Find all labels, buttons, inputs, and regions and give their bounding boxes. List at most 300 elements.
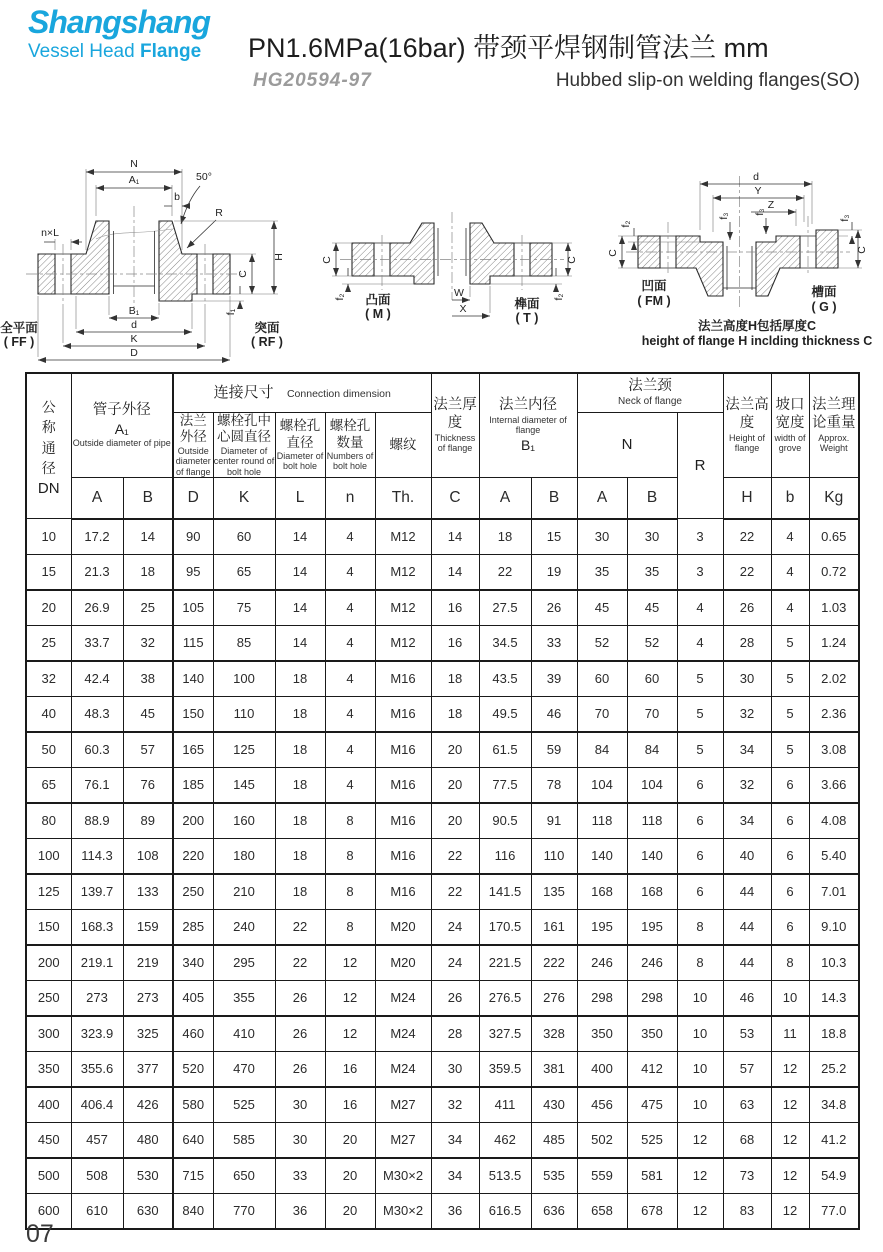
dim-label-k: K: [130, 333, 138, 345]
col-group-thickness: 法兰厚度 Thickness of flange: [431, 373, 479, 477]
page-number: 07: [26, 1220, 54, 1248]
table-cell: 475: [627, 1087, 677, 1123]
table-cell: 580: [173, 1087, 213, 1123]
table-cell: 412: [627, 1051, 677, 1087]
table-cell: 8: [771, 945, 809, 981]
table-cell: 250: [26, 980, 71, 1016]
table-row: [26, 1193, 859, 1229]
dim-label-nxl: n×L: [41, 227, 59, 239]
table-cell: 45: [577, 590, 627, 626]
table-cell: 26: [531, 590, 577, 626]
col-group-groove: 坡口宽度 width of grove: [771, 373, 809, 477]
table-row: [26, 874, 859, 910]
table-row: [26, 1087, 859, 1123]
table-cell: 33.7: [71, 625, 123, 661]
table-cell: 25.2: [809, 1051, 859, 1087]
table-cell: 22: [275, 945, 325, 981]
table-cell: 89: [123, 803, 173, 839]
table-cell: 10: [677, 1087, 723, 1123]
face-label-rf-code: ( RF ): [251, 335, 283, 349]
table-cell: 0.72: [809, 554, 859, 590]
table-cell: 32: [123, 625, 173, 661]
table-cell: 16: [325, 1087, 375, 1123]
table-cell: 60: [577, 661, 627, 697]
table-cell: 295: [213, 945, 275, 981]
table-cell: 161: [531, 909, 577, 945]
table-cell: 6: [771, 838, 809, 874]
table-cell: 14: [123, 519, 173, 555]
col-letter-na: A: [577, 477, 627, 519]
table-cell: 350: [627, 1016, 677, 1052]
table-cell: 20: [325, 1158, 375, 1194]
table-cell: 110: [531, 838, 577, 874]
face-label-g-zh: 槽面: [811, 285, 837, 299]
col-letter-a: A: [71, 477, 123, 519]
table-cell: 12: [771, 1087, 809, 1123]
table-row: [26, 1051, 859, 1087]
table-cell: 22: [723, 554, 771, 590]
table-cell: 44: [723, 945, 771, 981]
col-letter-n: n: [325, 477, 375, 519]
table-cell: 34: [723, 732, 771, 768]
table-cell: 470: [213, 1051, 275, 1087]
table-cell: 73: [723, 1158, 771, 1194]
table-cell: 160: [213, 803, 275, 839]
table-cell: 5: [771, 625, 809, 661]
table-cell: M12: [375, 625, 431, 661]
table-cell: 12: [325, 945, 375, 981]
table-cell: M27: [375, 1122, 431, 1158]
table-cell: 32: [26, 661, 71, 697]
table-cell: M12: [375, 554, 431, 590]
table-cell: 240: [213, 909, 275, 945]
table-row: [26, 661, 859, 697]
table-cell: 426: [123, 1087, 173, 1123]
table-cell: 78: [531, 767, 577, 803]
table-cell: 4: [771, 554, 809, 590]
table-cell: 20: [325, 1193, 375, 1229]
standard-number: HG20594-97: [253, 70, 372, 91]
dim-label-c: C: [237, 270, 249, 278]
table-cell: 5: [771, 696, 809, 732]
table-row: [26, 945, 859, 981]
table-cell: 95: [173, 554, 213, 590]
table-cell: 63: [723, 1087, 771, 1123]
table-cell: 8: [325, 838, 375, 874]
table-cell: M24: [375, 1051, 431, 1087]
col-letter-kg: Kg: [809, 477, 859, 519]
table-cell: 18: [275, 696, 325, 732]
table-cell: 480: [123, 1122, 173, 1158]
table-cell: 83: [723, 1193, 771, 1229]
table-cell: 10: [677, 1016, 723, 1052]
table-row: [26, 1016, 859, 1052]
table-cell: 770: [213, 1193, 275, 1229]
table-cell: 16: [325, 1051, 375, 1087]
table-row: [26, 1158, 859, 1194]
table-cell: 18: [479, 519, 531, 555]
col-letter-d: D: [173, 477, 213, 519]
col-letter-h: H: [723, 477, 771, 519]
table-cell: 22: [479, 554, 531, 590]
table-row: [26, 590, 859, 626]
table-cell: 16: [431, 625, 479, 661]
table-cell: 20: [431, 803, 479, 839]
table-cell: 18.8: [809, 1016, 859, 1052]
table-row: [26, 909, 859, 945]
table-cell: 10: [26, 519, 71, 555]
table-cell: 300: [26, 1016, 71, 1052]
table-cell: 20: [431, 732, 479, 768]
table-cell: 33: [275, 1158, 325, 1194]
table-cell: 12: [771, 1122, 809, 1158]
table-cell: 513.5: [479, 1158, 531, 1194]
table-cell: 323.9: [71, 1016, 123, 1052]
table-cell: 26: [723, 590, 771, 626]
table-cell: 1.24: [809, 625, 859, 661]
table-cell: 165: [173, 732, 213, 768]
table-cell: 10: [771, 980, 809, 1016]
logo-subtitle: Vessel Head Flange: [28, 40, 202, 62]
col-letter-b: B: [123, 477, 173, 519]
table-cell: 5: [677, 732, 723, 768]
table-cell: 30: [723, 661, 771, 697]
dim-label-d3: d: [753, 171, 759, 183]
table-cell: 145: [213, 767, 275, 803]
table-row: [26, 554, 859, 590]
table-cell: 400: [26, 1087, 71, 1123]
dim-label-x: X: [459, 303, 467, 315]
dim-label-c-left: C: [321, 256, 333, 264]
table-cell: 168: [627, 874, 677, 910]
table-cell: 12: [677, 1193, 723, 1229]
table-row: [26, 696, 859, 732]
table-cell: 18: [431, 661, 479, 697]
table-cell: 2.02: [809, 661, 859, 697]
table-cell: 220: [173, 838, 213, 874]
table-cell: 12: [325, 980, 375, 1016]
table-row: [26, 1122, 859, 1158]
table-cell: 53: [723, 1016, 771, 1052]
dim-label-h: H: [273, 253, 285, 261]
table-cell: 141.5: [479, 874, 531, 910]
face-label-fm-code: ( FM ): [637, 294, 671, 308]
table-cell: 91: [531, 803, 577, 839]
table-cell: 5: [677, 661, 723, 697]
table-cell: 450: [26, 1122, 71, 1158]
table-cell: 100: [26, 838, 71, 874]
table-cell: 610: [71, 1193, 123, 1229]
table-row: [26, 732, 859, 768]
table-cell: 22: [723, 519, 771, 555]
table-cell: 18: [275, 803, 325, 839]
table-cell: 18: [275, 838, 325, 874]
company-logo: [28, 6, 210, 63]
table-row: [26, 625, 859, 661]
table-cell: 18: [123, 554, 173, 590]
table-cell: 50: [26, 732, 71, 768]
table-cell: M24: [375, 980, 431, 1016]
table-cell: 28: [431, 1016, 479, 1052]
col-header-thread: 螺纹: [375, 413, 431, 478]
table-cell: 12: [771, 1193, 809, 1229]
table-cell: 116: [479, 838, 531, 874]
table-cell: 27.5: [479, 590, 531, 626]
table-cell: 585: [213, 1122, 275, 1158]
dim-label-n: N: [130, 158, 138, 170]
col-header-bolt-count: 螺栓孔数量 Numbers of bolt hole: [325, 413, 375, 478]
col-header-neck-n: N: [577, 413, 677, 478]
table-cell: M16: [375, 838, 431, 874]
table-cell: 41.2: [809, 1122, 859, 1158]
table-cell: 2.36: [809, 696, 859, 732]
logo-brand: Shangshang: [28, 4, 211, 40]
table-cell: 200: [26, 945, 71, 981]
table-cell: 219.1: [71, 945, 123, 981]
table-cell: 34: [723, 803, 771, 839]
table-cell: 159: [123, 909, 173, 945]
table-cell: 139.7: [71, 874, 123, 910]
table-cell: 68: [723, 1122, 771, 1158]
dim-label-r: R: [215, 207, 223, 219]
table-cell: 411: [479, 1087, 531, 1123]
table-cell: 22: [431, 874, 479, 910]
table-cell: 32: [723, 767, 771, 803]
table-cell: 35: [627, 554, 677, 590]
table-cell: 4: [677, 625, 723, 661]
table-cell: 5.40: [809, 838, 859, 874]
drawing-caption-zh: 法兰高度H包括厚度C: [697, 319, 817, 333]
table-cell: 210: [213, 874, 275, 910]
table-cell: 616.5: [479, 1193, 531, 1229]
table-cell: 26: [275, 1051, 325, 1087]
dim-label-f3a: f₃: [718, 212, 730, 220]
table-cell: M12: [375, 519, 431, 555]
table-cell: 70: [577, 696, 627, 732]
table-cell: 140: [627, 838, 677, 874]
dim-label-angle: 50°: [196, 171, 212, 183]
table-cell: M12: [375, 590, 431, 626]
face-label-g-code: ( G ): [811, 300, 837, 314]
dim-label-c3-left: C: [607, 249, 619, 257]
table-cell: 4: [325, 767, 375, 803]
table-cell: 246: [627, 945, 677, 981]
table-cell: 60: [213, 519, 275, 555]
table-cell: 640: [173, 1122, 213, 1158]
table-cell: 85: [213, 625, 275, 661]
col-letter-k: K: [213, 477, 275, 519]
dim-label-f3c: f₃: [839, 214, 851, 222]
table-cell: 250: [173, 874, 213, 910]
table-cell: 115: [173, 625, 213, 661]
table-cell: 6: [771, 803, 809, 839]
table-cell: 105: [173, 590, 213, 626]
dim-label-c3-right: C: [856, 246, 868, 254]
drawing-caption-en: height of flange H inclding thickness C: [641, 334, 873, 348]
table-cell: 405: [173, 980, 213, 1016]
table-cell: 104: [577, 767, 627, 803]
table-cell: 108: [123, 838, 173, 874]
table-cell: 18: [275, 732, 325, 768]
table-cell: 381: [531, 1051, 577, 1087]
dim-label-f2-right: f₂: [553, 293, 565, 301]
table-cell: 18: [431, 696, 479, 732]
table-cell: 12: [771, 1158, 809, 1194]
table-cell: 90.5: [479, 803, 531, 839]
table-cell: 80: [26, 803, 71, 839]
page-subtitle-en: Hubbed slip-on welding flanges(SO): [555, 70, 860, 91]
table-row: [26, 838, 859, 874]
table-cell: 57: [723, 1051, 771, 1087]
table-cell: 34: [431, 1122, 479, 1158]
table-cell: 84: [577, 732, 627, 768]
table-cell: 525: [627, 1122, 677, 1158]
table-cell: 140: [173, 661, 213, 697]
table-cell: 60.3: [71, 732, 123, 768]
table-cell: 26: [275, 1016, 325, 1052]
table-cell: 125: [26, 874, 71, 910]
table-cell: 65: [213, 554, 275, 590]
dim-label-f1: f₁: [225, 308, 237, 316]
table-cell: 5: [677, 696, 723, 732]
col-letter-l: L: [275, 477, 325, 519]
table-cell: 20: [325, 1122, 375, 1158]
table-cell: 246: [577, 945, 627, 981]
table-cell: M27: [375, 1087, 431, 1123]
col-letter-nb: B: [627, 477, 677, 519]
table-cell: 0.65: [809, 519, 859, 555]
table-cell: 285: [173, 909, 213, 945]
table-cell: 52: [627, 625, 677, 661]
table-cell: M30×2: [375, 1158, 431, 1194]
table-cell: 14: [431, 519, 479, 555]
table-cell: M30×2: [375, 1193, 431, 1229]
table-cell: 28: [723, 625, 771, 661]
table-cell: 355: [213, 980, 275, 1016]
table-cell: 61.5: [479, 732, 531, 768]
table-cell: 60: [627, 661, 677, 697]
dim-label-dd: D: [130, 347, 138, 359]
table-cell: 400: [577, 1051, 627, 1087]
table-cell: 44: [723, 874, 771, 910]
table-cell: 6: [677, 767, 723, 803]
table-cell: 77.5: [479, 767, 531, 803]
table-cell: 6: [677, 874, 723, 910]
table-cell: 9.10: [809, 909, 859, 945]
table-cell: 3: [677, 554, 723, 590]
table-row: [26, 767, 859, 803]
table-cell: 200: [173, 803, 213, 839]
col-header-dn: 公称通径 DN: [26, 373, 71, 519]
table-cell: 40: [723, 838, 771, 874]
table-cell: M20: [375, 909, 431, 945]
drawing-ff-rf: [0, 158, 285, 360]
table-cell: 59: [531, 732, 577, 768]
table-cell: 4: [325, 519, 375, 555]
table-cell: 658: [577, 1193, 627, 1229]
table-cell: 581: [627, 1158, 677, 1194]
col-header-flange-od: 法兰外径 Outside diameter of flange: [173, 413, 213, 478]
table-cell: 170.5: [479, 909, 531, 945]
col-header-bolt-hole-dia: 螺栓孔直径 Diameter of bolt hole: [275, 413, 325, 478]
table-cell: 34: [431, 1158, 479, 1194]
table-cell: 22: [275, 909, 325, 945]
table-cell: 114.3: [71, 838, 123, 874]
table-cell: 12: [771, 1051, 809, 1087]
table-cell: 14.3: [809, 980, 859, 1016]
table-cell: 10: [677, 980, 723, 1016]
dim-label-f2-3left: f₂: [620, 220, 632, 228]
table-cell: 77.0: [809, 1193, 859, 1229]
table-cell: 36: [275, 1193, 325, 1229]
table-cell: 4: [325, 696, 375, 732]
table-cell: 276.5: [479, 980, 531, 1016]
table-cell: 125: [213, 732, 275, 768]
table-cell: 460: [173, 1016, 213, 1052]
table-cell: 457: [71, 1122, 123, 1158]
table-cell: 11: [771, 1016, 809, 1052]
table-cell: 14: [275, 625, 325, 661]
table-cell: 18: [275, 874, 325, 910]
table-cell: 88.9: [71, 803, 123, 839]
table-cell: 18: [275, 661, 325, 697]
table-cell: 6: [771, 767, 809, 803]
table-cell: 10: [677, 1051, 723, 1087]
table-cell: 30: [627, 519, 677, 555]
dim-label-d: d: [131, 319, 137, 331]
col-letter-b-groove: b: [771, 477, 809, 519]
table-cell: 221.5: [479, 945, 531, 981]
table-cell: 70: [627, 696, 677, 732]
table-cell: 273: [123, 980, 173, 1016]
table-cell: 377: [123, 1051, 173, 1087]
face-label-rf-zh: 突面: [254, 321, 280, 335]
table-cell: 110: [213, 696, 275, 732]
table-cell: 26: [275, 980, 325, 1016]
table-cell: 118: [627, 803, 677, 839]
table-cell: 33: [531, 625, 577, 661]
table-cell: 150: [26, 909, 71, 945]
table-cell: 7.01: [809, 874, 859, 910]
table-cell: 5: [771, 661, 809, 697]
table-cell: 140: [577, 838, 627, 874]
table-cell: 559: [577, 1158, 627, 1194]
table-cell: 350: [577, 1016, 627, 1052]
table-cell: 168: [577, 874, 627, 910]
table-cell: M16: [375, 874, 431, 910]
table-cell: 17.2: [71, 519, 123, 555]
table-cell: 24: [431, 945, 479, 981]
table-cell: 3.66: [809, 767, 859, 803]
table-cell: 485: [531, 1122, 577, 1158]
table-cell: 19: [531, 554, 577, 590]
table-cell: 168.3: [71, 909, 123, 945]
table-cell: 34.8: [809, 1087, 859, 1123]
table-cell: 276: [531, 980, 577, 1016]
page-title: PN1.6MPa(16bar) 带颈平焊钢制管法兰 mm: [248, 33, 769, 63]
face-label-m-code: ( M ): [365, 307, 391, 321]
table-cell: 508: [71, 1158, 123, 1194]
dim-label-z: Z: [767, 199, 775, 211]
table-cell: 76.1: [71, 767, 123, 803]
table-cell: 45: [123, 696, 173, 732]
table-cell: 8: [325, 909, 375, 945]
table-cell: 4: [325, 661, 375, 697]
table-cell: 22: [431, 838, 479, 874]
table-cell: 327.5: [479, 1016, 531, 1052]
drawing-fm-g: [607, 171, 872, 348]
table-row: [26, 980, 859, 1016]
